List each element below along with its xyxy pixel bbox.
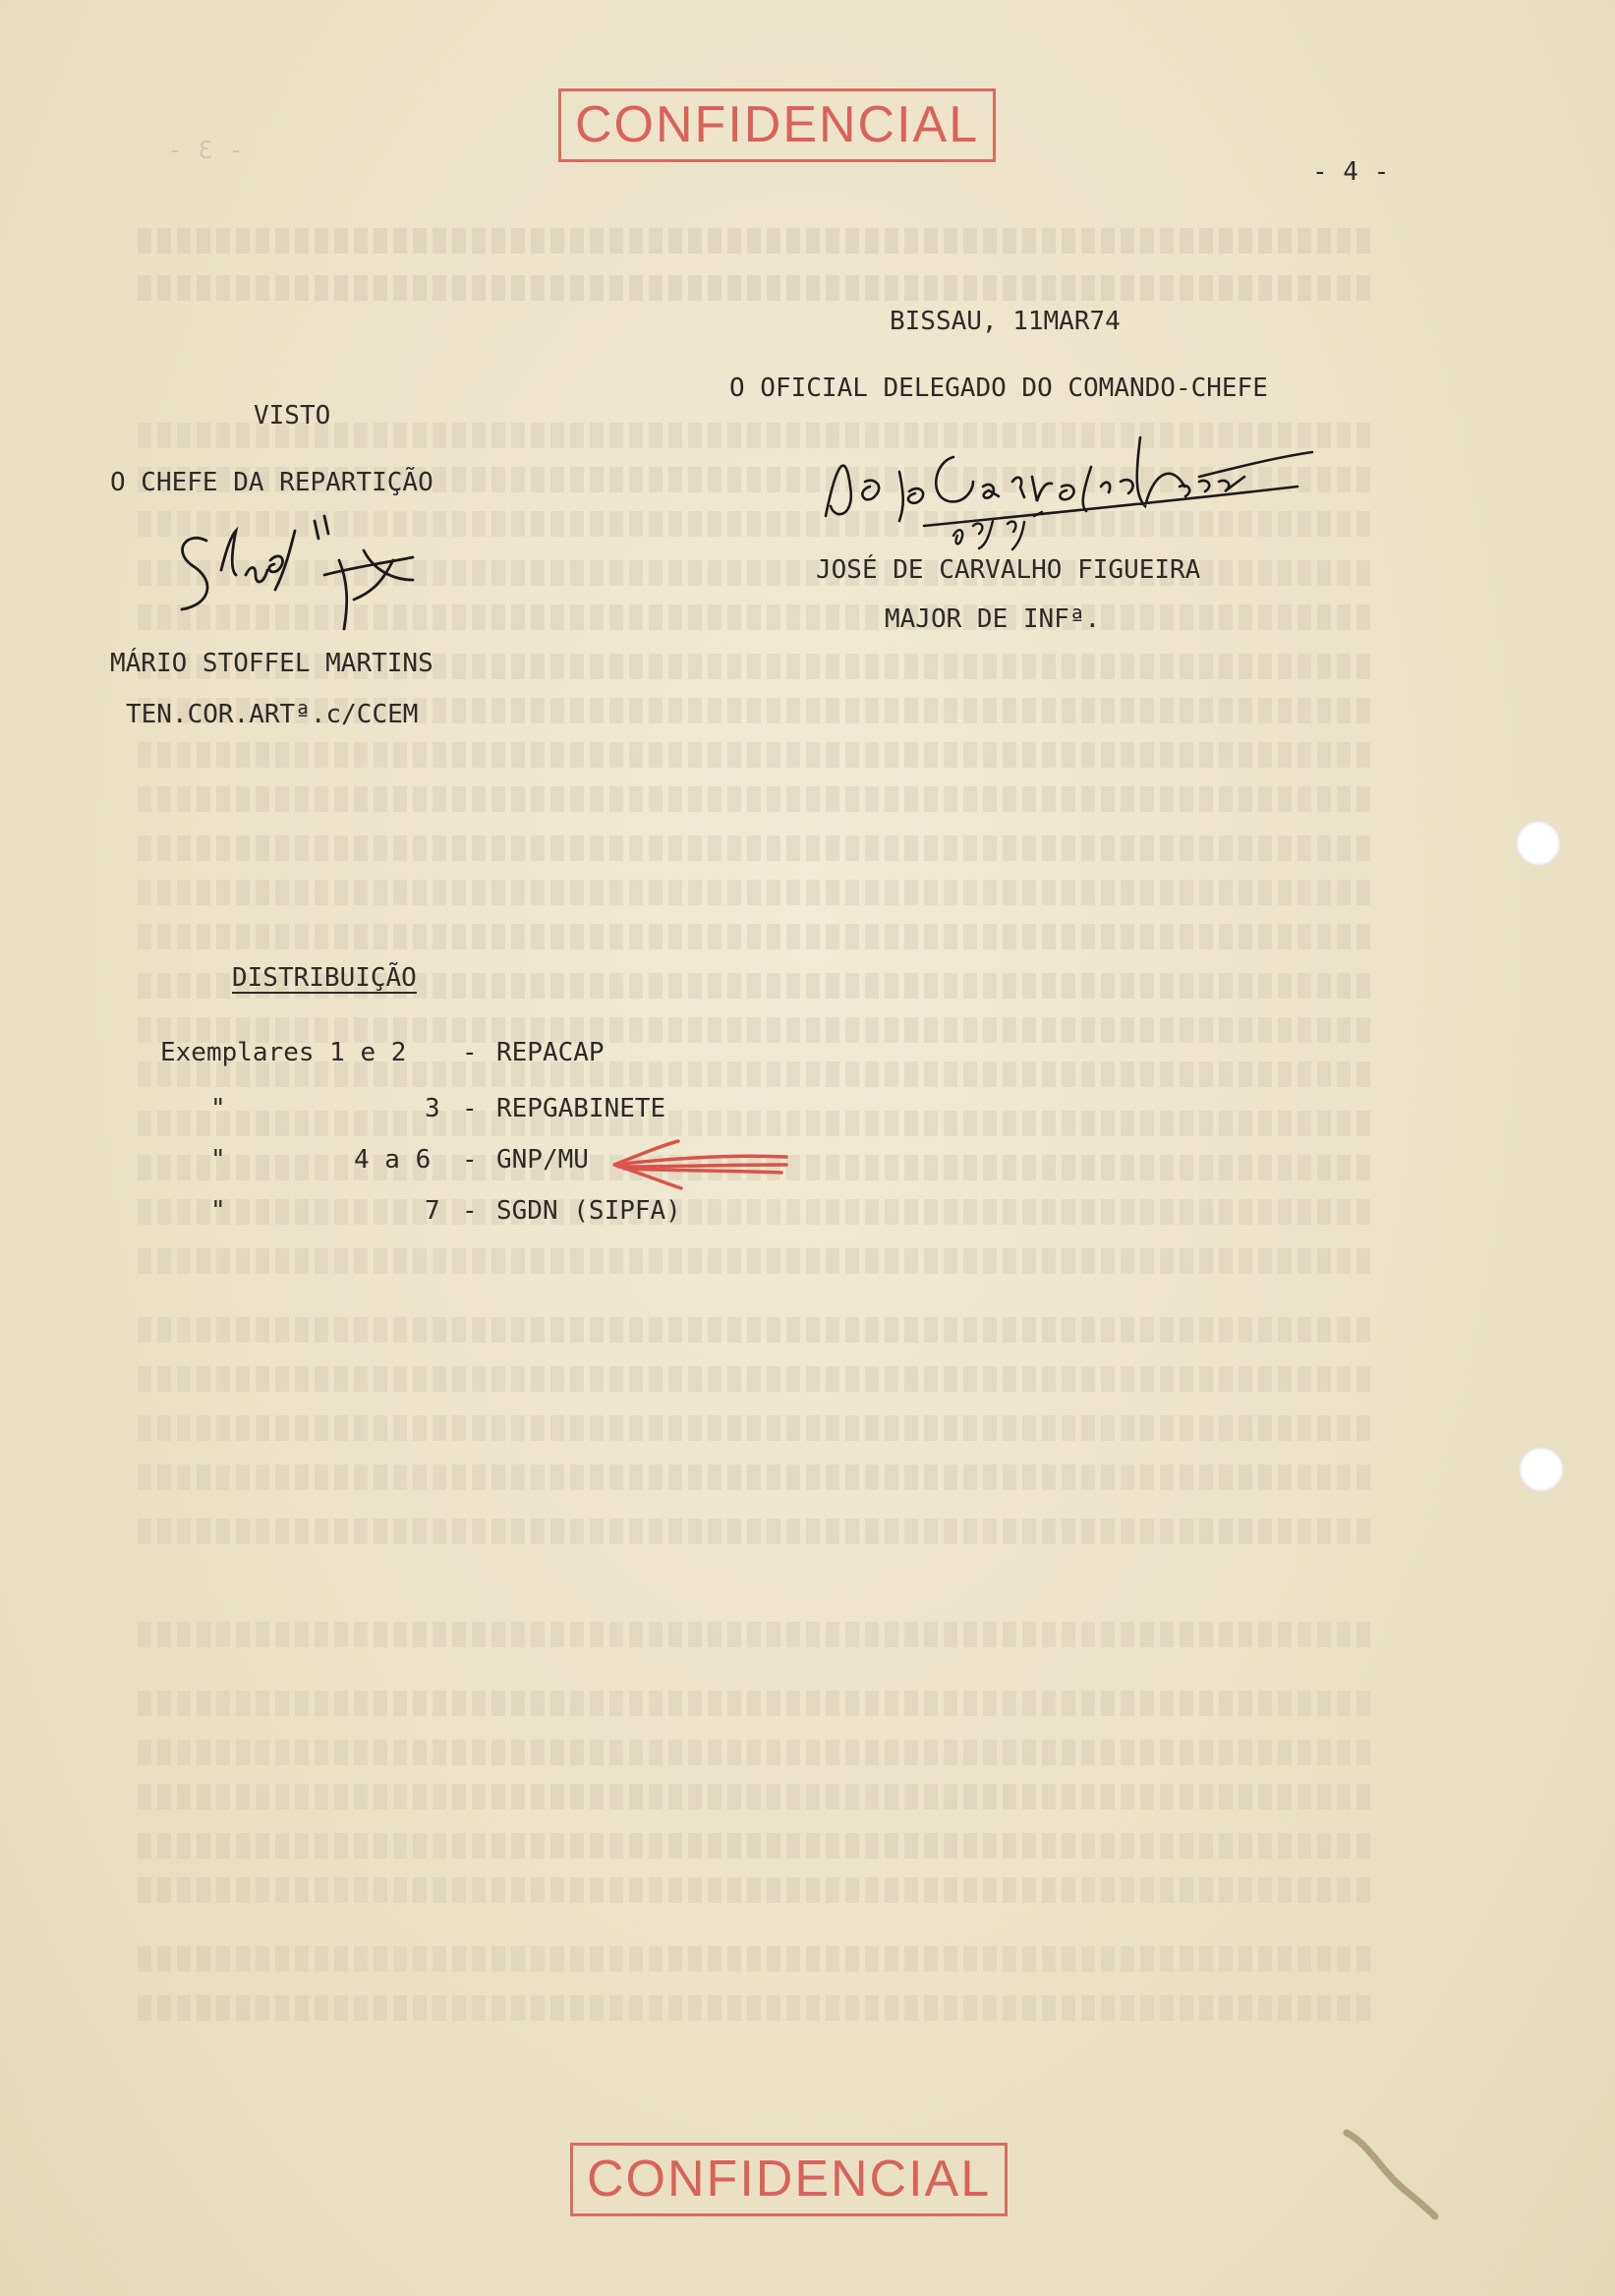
right-block-title: O OFICIAL DELEGADO DO COMANDO-CHEFE [729,373,1268,403]
distribution-row-1-dest: REPACAP [496,1038,605,1067]
place-date: BISSAU, 11MAR74 [890,307,1121,336]
distribution-row-3-dash: - [462,1145,478,1175]
distribution-row-3-prefix: " [210,1145,226,1175]
page-number: - 4 - [1312,157,1390,187]
right-signatory-name: JOSÉ DE CARVALHO FIGUEIRA [816,555,1201,585]
paper-stain [1337,2123,1445,2231]
distribution-row-1-dash: - [462,1038,478,1067]
distribution-row-2-dest: REPGABINETE [496,1094,666,1123]
left-signatory-rank: TEN.COR.ARTª.c/CCEM [126,700,419,729]
distribution-row-2-dash: - [462,1094,478,1123]
left-block-title: O CHEFE DA REPARTIÇÃO [110,468,433,497]
distribution-row-1-prefix: Exemplares 1 e 2 [160,1038,407,1067]
red-arrow-icon [605,1135,791,1194]
punch-hole-icon [1516,821,1561,866]
distribution-row-4-prefix: " [210,1196,226,1226]
bleed-page-number: - 3 - [167,136,244,164]
classification-stamp-bottom: CONFIDENCIAL [570,2143,1008,2216]
officer-signature [806,428,1317,555]
left-signatory-name: MÁRIO STOFFEL MARTINS [110,649,433,678]
punch-hole-icon [1519,1447,1564,1492]
classification-stamp-top: CONFIDENCIAL [558,88,996,162]
chief-signature [167,501,442,639]
distribution-row-3-dest: GNP/MU [496,1145,589,1175]
distribution-row-4-dest: SGDN (SIPFA) [496,1196,681,1226]
distribution-row-2-prefix: " [210,1094,226,1123]
distribution-heading: DISTRIBUIÇÃO [232,963,417,993]
distribution-row-3-copies: 4 a 6 [354,1145,432,1175]
right-signatory-rank: MAJOR DE INFª. [885,604,1101,634]
distribution-row-4-dash: - [462,1196,478,1226]
distribution-row-2-copies: 3 [425,1094,440,1123]
distribution-row-4-copies: 7 [425,1196,440,1226]
visto-label: VISTO [254,401,331,430]
